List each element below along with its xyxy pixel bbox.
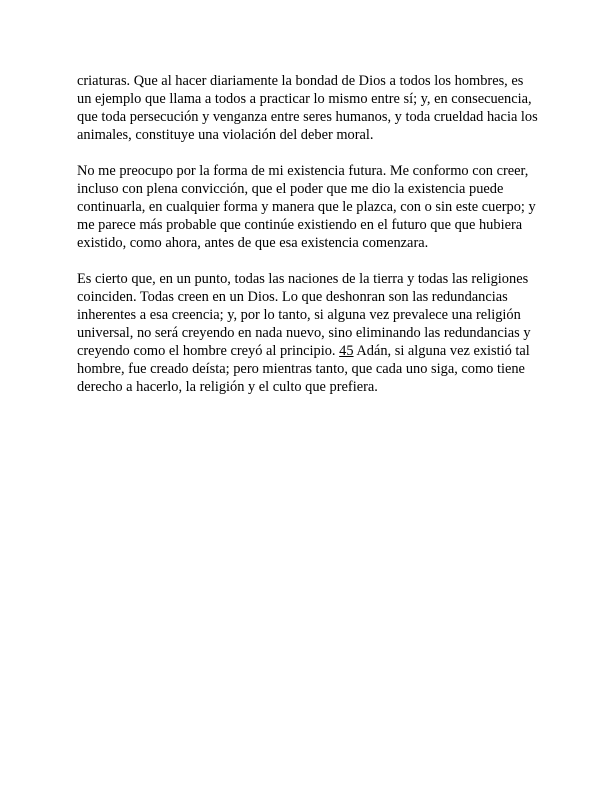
document-body xyxy=(77,72,539,414)
paragraph-2: No me preocupo por la forma de mi existencia futura. Me conformo con creer, incluso con plena convicción, que el poder que me dio la existencia puede continuarla, en cualquier forma y manera que le plazca, con o sin este cuerpo; y me parece más probable que continúe existiendo en el futuro que que hubiera existido, como ahora, antes de que esa existencia comenzara. xyxy=(77,163,536,251)
paragraph-3-text: Es cierto que, en un punto, todas las naciones de la tierra y todas las religiones coinciden. Todas creen en un Dios. Lo que deshonran son las redundancias inherentes a esa creencia; y, por lo tanto, si alguna vez prevalece una religión universal, no será creyendo en nada nuevo, sino eliminando las redundancias y creyendo como el hombre creyó al principio. xyxy=(77,271,531,359)
paragraph-1: criaturas. Que al hacer diariamente la bondad de Dios a todos los hombres, es un ejemplo que llama a todos a practicar lo mismo entre sí; y, en consecuencia, que toda persecución y venganza entre seres humanos, y toda crueldad hacia los animales, constituye una violación del deber moral. xyxy=(77,73,538,143)
paragraph-3-tail: Adán, si alguna vez existió tal hombre, fue creado deísta; pero mientras tanto, que cada uno siga, como tiene derecho a hacerlo, la religión y el culto que prefiera. xyxy=(77,343,530,395)
footnote-link-45[interactable]: 45 xyxy=(339,343,354,359)
paragraph-3 xyxy=(77,270,539,396)
